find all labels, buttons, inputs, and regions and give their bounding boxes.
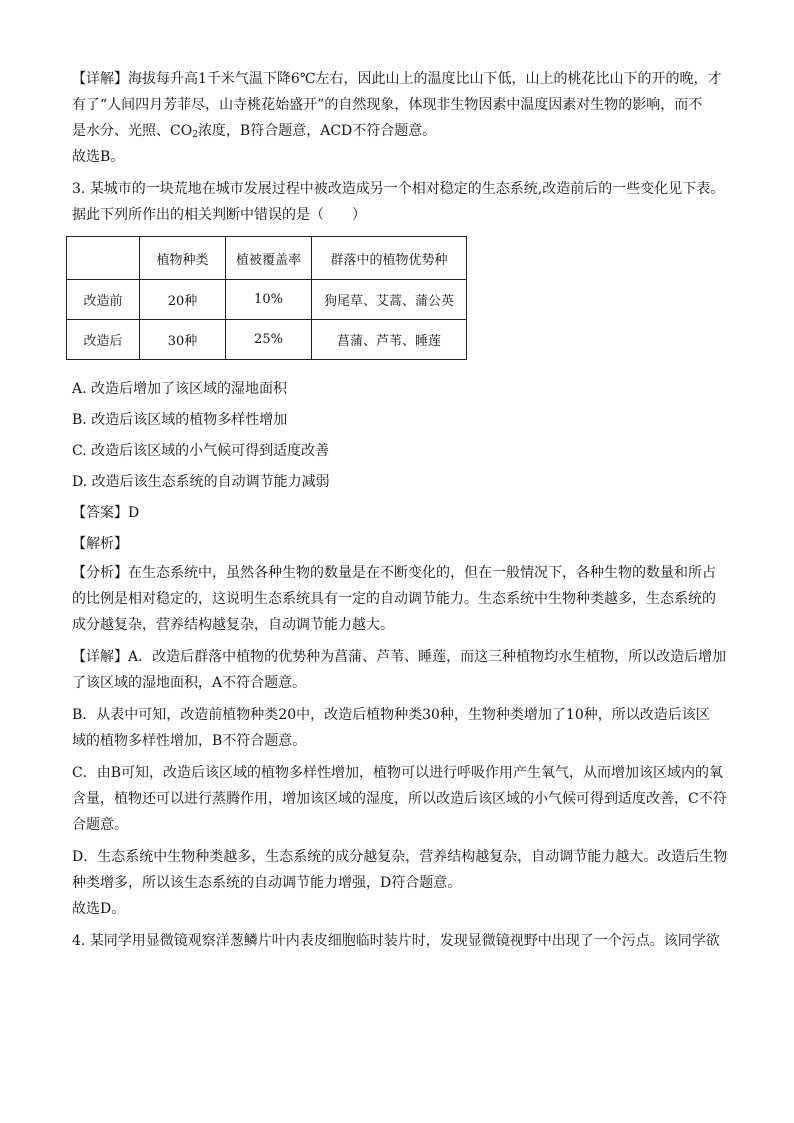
- table-header-cell: 植被覆盖率: [226, 237, 312, 280]
- q2-explanation-line-2: 有了“人间四月芳菲尽，山寺桃花始盛开”的自然现象，体现非生物因素中温度因素对生物的影响，而不: [72, 97, 703, 113]
- q3-conclusion: 故选D。: [72, 901, 126, 917]
- q3-data-table: [66, 236, 467, 360]
- table-cell: 狗尾草、艾蒿、蒲公英: [312, 280, 467, 320]
- table-header-row: [67, 237, 467, 280]
- q3-option-b: B. 改造后该区域的植物多样性增加: [72, 412, 288, 428]
- q2-explanation-line-1: 【详解】海拔每升高1千米气温下降6℃左右，因此山上的温度比山下低，山上的桃花比山下的开的晚，才: [72, 71, 722, 87]
- q2-conclusion: 故选B。: [72, 149, 125, 165]
- q3-xiangjie-line: 合题意。: [72, 817, 128, 833]
- q3-stem-line-1: 3. 某城市的一块荒地在城市发展过程中被改造成另一个相对稳定的生态系统,改造前后的一些变化见下表。: [72, 181, 725, 197]
- q3-xiangjie-line: 含量，植物还可以进行蒸腾作用，增加该区域的湿度，所以改造后该区域的小气候可得到适度改善，C不符: [72, 791, 727, 807]
- q3-xiangjie-line: B．从表中可知，改造前植物种类20中，改造后植物种类30种，生物种类增加了10种，所以改造后该区: [72, 707, 710, 723]
- q3-fenxi-line: 成分越复杂，营养结构越复杂，自动调节能力越大。: [72, 617, 394, 633]
- q3-stem-line-2: 据此下列所作出的相关判断中错误的是（ ）: [72, 207, 366, 223]
- table-cell: 改造前: [67, 280, 140, 320]
- q4-stem-line-1: 4. 某同学用显微镜观察洋葱鳞片叶内表皮细胞临时装片时，发现显微镜视野中出现了一个污点。该同学欲: [72, 933, 720, 949]
- q3-xiangjie-line: 【详解】A．改造后群落中植物的优势种为菖蒲、芦苇、睡莲，而这三种植物均水生植物，所以改造后增加: [72, 649, 727, 665]
- table-cell: 改造后: [67, 320, 140, 360]
- q3-analysis-label: 【解析】: [72, 536, 128, 552]
- q3-xiangjie-line: 种类增多，所以该生态系统的自动调节能力增强，D符合题意。: [72, 875, 462, 891]
- q2-explanation-line-3: 是水分、光照、$CO_2$浓度，B符合题意，ACD不符合题意。: [72, 123, 437, 140]
- table-cell: 30种: [140, 320, 226, 360]
- q3-xiangjie-line: C．由B可知，改造后该区域的植物多样性增加，植物可以进行呼吸作用产生氧气，从而增加该区域内的氧: [72, 765, 723, 781]
- table-header-cell: 植物种类: [140, 237, 226, 280]
- q3-option-d: D. 改造后该生态系统的自动调节能力减弱: [72, 474, 330, 490]
- q3-xiangjie-line: 了该区域的湿地面积，A不符合题意。: [72, 675, 307, 691]
- q3-xiangjie-line: 域的植物多样性增加，B不符合题意。: [72, 733, 307, 749]
- q3-option-c: C. 改造后该区域的小气候可得到适度改善: [72, 443, 330, 459]
- table-cell: 20种: [140, 280, 226, 320]
- q3-option-a: A. 改造后增加了该区域的湿地面积: [72, 381, 288, 397]
- q3-answer: 【答案】D: [72, 505, 140, 521]
- table-row: [67, 320, 467, 360]
- q3-xiangjie-line: D．生态系统中生物种类越多，生态系统的成分越复杂，营养结构越复杂，自动调节能力越大。改造后生物: [72, 849, 728, 865]
- table-header-cell: [67, 237, 140, 280]
- table-header-cell: 群落中的植物优势种: [312, 237, 467, 280]
- table-cell: 10%: [226, 280, 312, 320]
- document-page: [72, 66, 732, 954]
- table-cell: 菖蒲、芦苇、睡莲: [312, 320, 467, 360]
- q3-fenxi-line: 【分析】在生态系统中，虽然各种生物的数量是在不断变化的，但在一般情况下，各种生物的数量和所占: [72, 565, 716, 581]
- q3-fenxi-line: 的比例是相对稳定的，这说明生态系统具有一定的自动调节能力。生态系统中生物种类越多，生态系统的: [72, 591, 716, 607]
- table-row: [67, 280, 467, 320]
- table-cell: 25%: [226, 320, 312, 360]
